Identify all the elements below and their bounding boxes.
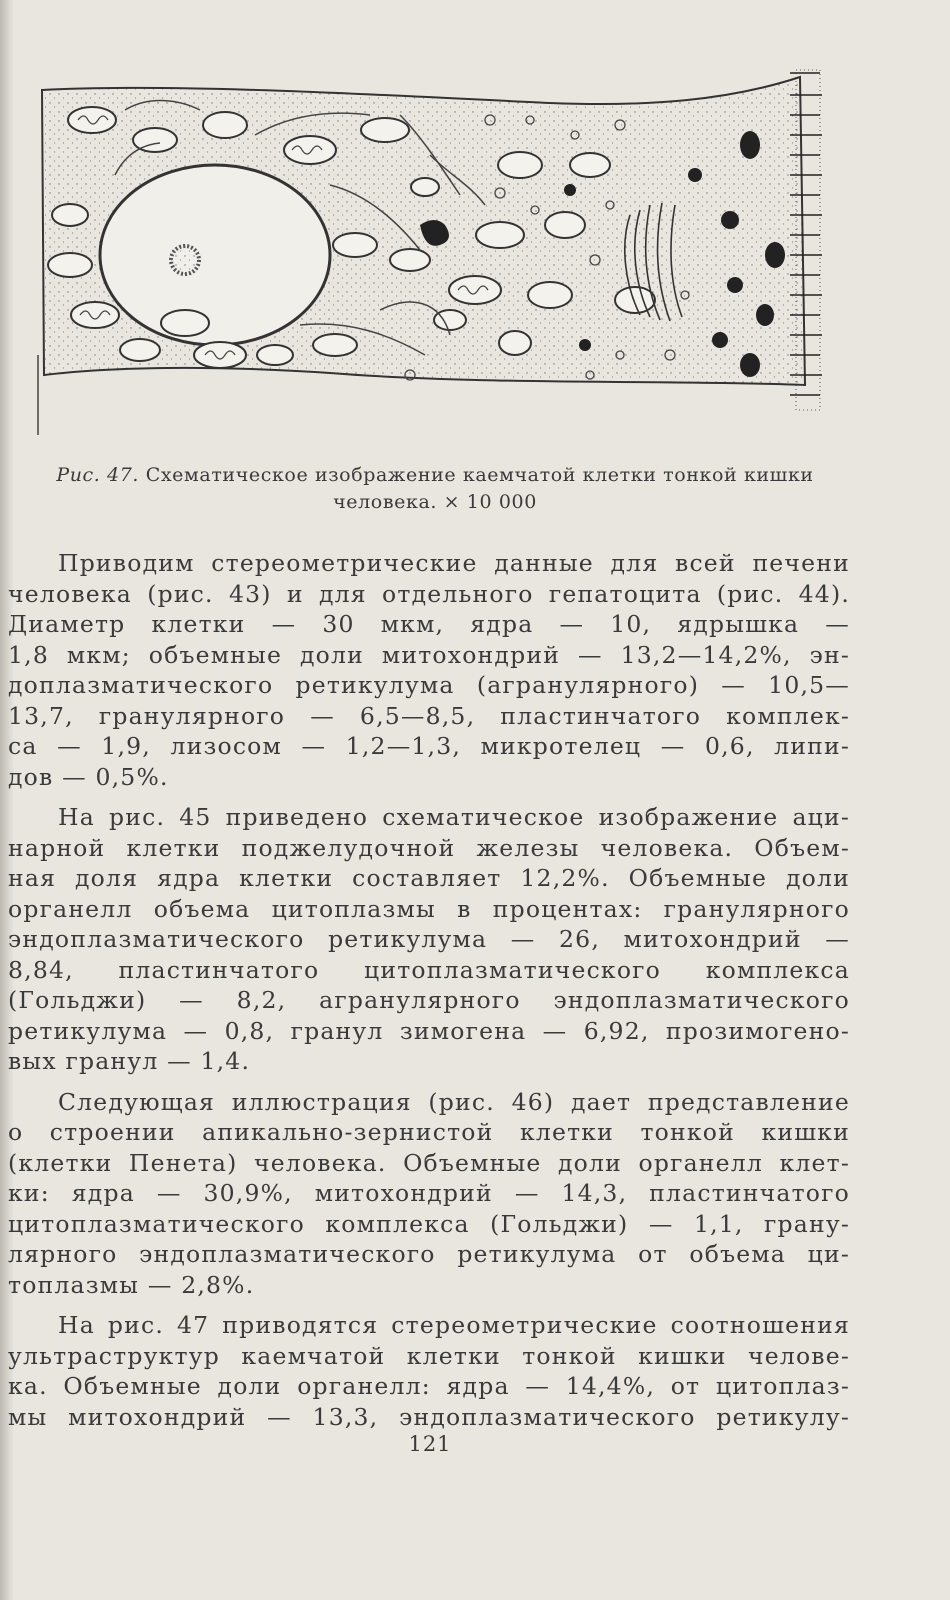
text-line: (клетки Пенета) человека. Объемные доли органелл клет- xyxy=(8,1148,850,1177)
figure-caption-line2: человека. × 10 000 xyxy=(333,491,537,513)
text-line: 1,8 мкм; объемные доли митохондрий — 13,2—14,2%, эн- xyxy=(8,640,850,669)
text-line: ка. Объемные доли органелл: ядра — 14,4%, от цитоплаз- xyxy=(8,1372,850,1400)
cell-schematic-figure xyxy=(30,55,840,440)
text-line: ретикулума — 0,8, гранул зимогена — 6,92, прозимогено- xyxy=(8,1016,850,1045)
body-text xyxy=(8,548,850,1442)
text-line: доплазматического ретикулума (агранулярного) — 10,5— xyxy=(8,671,850,699)
text-line: 8,84, пластинчатого цитоплазматического комплекса xyxy=(8,955,850,984)
text-line: мы митохондрий — 13,3, эндоплазматического ретикулу- xyxy=(8,1402,850,1431)
figure-caption xyxy=(20,462,850,516)
text-line: эндоплазматического ретикулума — 26, митохондрий — xyxy=(8,925,850,953)
text-line: дов — 0,5%. xyxy=(8,762,169,791)
paragraph xyxy=(8,548,850,792)
text-line: На рис. 47 приводятся стереометрические соотношения xyxy=(58,1311,850,1339)
text-line: человека (рис. 43) и для отдельного гепатоцита (рис. 44). xyxy=(8,579,850,608)
text-line: органелл объема цитоплазмы в процентах: гранулярного xyxy=(8,894,850,923)
text-line: вых гранул — 1,4. xyxy=(8,1047,251,1075)
text-line: ки: ядра — 30,9%, митохондрий — 14,3, пластинчатого xyxy=(8,1179,850,1207)
text-line: цитоплазматического комплекса (Гольджи) — 1,1, грану- xyxy=(8,1209,850,1238)
text-line: нарной клетки поджелудочной железы человека. Объем- xyxy=(8,833,850,862)
paragraph xyxy=(8,802,850,1077)
text-line: ная доля ядра клетки составляет 12,2%. Объемные доли xyxy=(8,864,850,892)
figure-caption-text: Схематическое изображение каемчатой клетки тонкой кишки xyxy=(145,464,814,486)
page-number: 121 xyxy=(408,1432,452,1456)
text-line: 13,7, гранулярного — 6,5—8,5, пластинчатого комплек- xyxy=(8,701,850,730)
cell-illustration xyxy=(30,55,840,440)
text-line: са — 1,9, лизосом — 1,2—1,3, микротелец — 0,6, липи- xyxy=(8,732,850,760)
text-line: ультраструктур каемчатой клетки тонкой кишки челове- xyxy=(8,1341,850,1370)
text-line: На рис. 45 приведено схематическое изображение аци- xyxy=(58,803,850,831)
text-line: Следующая иллюстрация (рис. 46) дает представление xyxy=(58,1087,850,1116)
paragraph xyxy=(8,1087,850,1301)
text-line: о строении апикально-зернистой клетки тонкой кишки xyxy=(8,1118,850,1146)
text-line: Приводим стереометрические данные для всей печени xyxy=(58,549,850,577)
text-line: (Гольджи) — 8,2, агранулярного эндоплазматического xyxy=(8,986,850,1014)
text-line: Диаметр клетки — 30 мкм, ядра — 10, ядрышка — xyxy=(8,610,850,638)
text-line: лярного эндоплазматического ретикулума от объема ци- xyxy=(8,1240,850,1268)
paragraph xyxy=(8,1310,850,1432)
figure-caption-label: Рис. 47. xyxy=(56,464,140,486)
text-line: топлазмы — 2,8%. xyxy=(8,1270,255,1299)
